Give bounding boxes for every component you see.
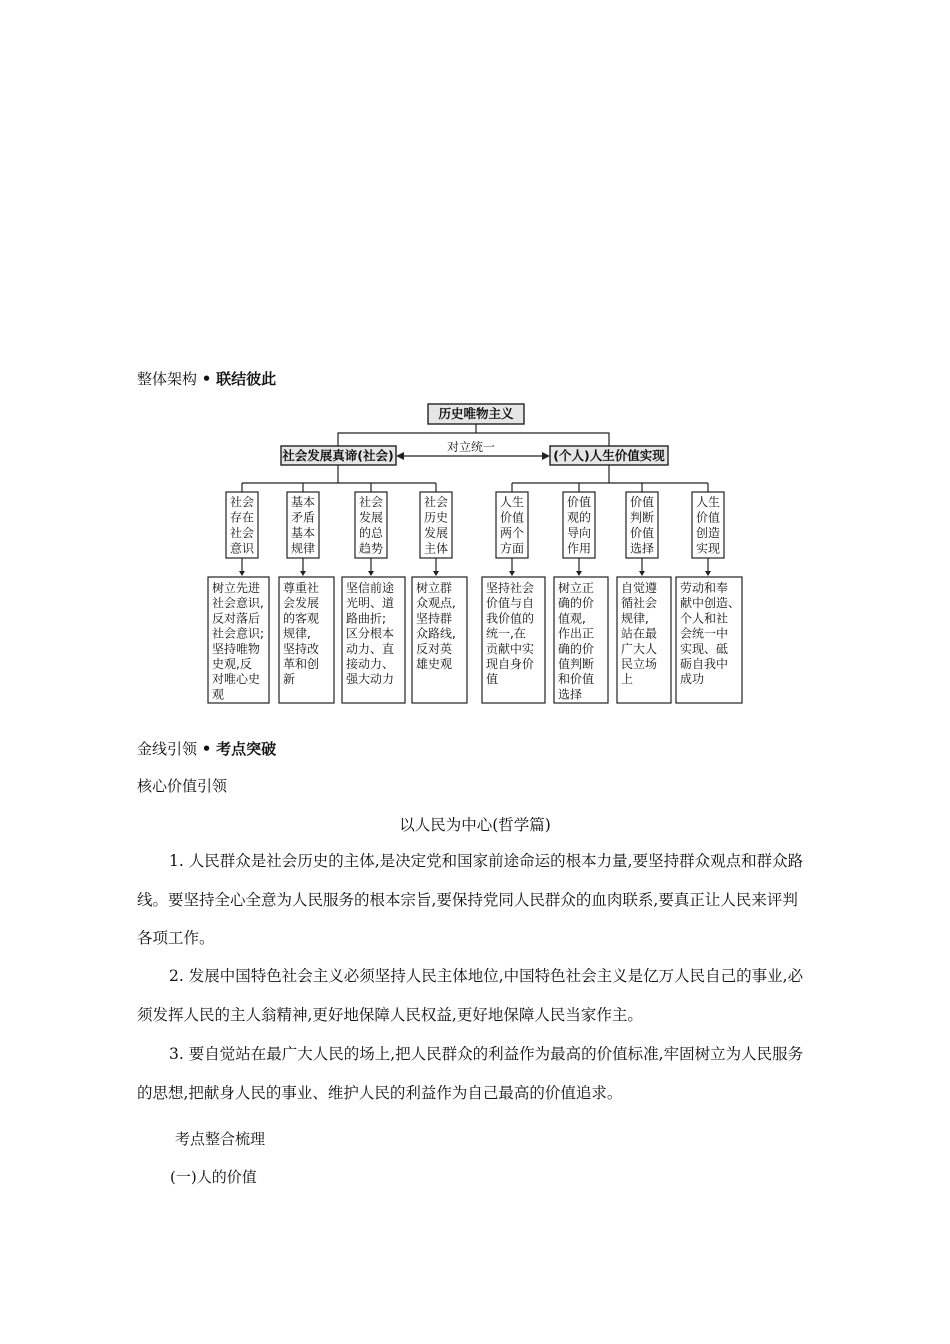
relation-arrow-head-right [542,452,550,460]
column-body-text: 坚持改 [283,641,320,656]
column-head-text: 价值 [629,526,655,540]
column-body-text: 献中创造、 [680,596,741,611]
column-body-text: 社会意识; [212,626,265,641]
column-head-text: 矛盾 [290,510,316,525]
column-body-text: 作出正 [558,626,595,641]
column-head-text: 发展 [423,526,449,540]
column-head-text: 社会 [229,495,255,509]
column-body-text: 会发展 [283,596,320,611]
column-body-text: 树立群 [416,581,453,595]
column-head-text: 社会 [229,526,255,540]
column-body-text: 循社会 [621,596,658,611]
body-connector-arrow [509,571,515,576]
column-body-text: 对唯心史 [212,672,261,687]
column-body-text: 众路线, [416,626,456,641]
column-body-text: 统一,在 [486,626,526,641]
section-heading-prefix: 金线引领 [137,740,198,758]
section-heading-breakthrough [137,739,276,759]
column-body-text: 革和创 [283,657,320,671]
body-connector-arrow [433,571,439,576]
column-head-text: 价值 [499,510,525,525]
body-connector-arrow [368,571,374,576]
column-head-text: 价值 [566,495,592,509]
column-body-text: 接动力、 [346,657,395,671]
column-head-text: 的总 [358,526,384,540]
column-body-text: 值 [486,672,499,687]
column-body-text: 规律, [621,611,649,626]
column-body-text: 观 [212,687,225,702]
column-body-text: 动力、直 [346,641,395,656]
column-body-text: 广大人 [621,641,658,656]
column-head-text: 作用 [566,541,592,556]
column-head-text: 两个 [499,526,525,540]
column-body-text: 区分根本 [346,626,395,641]
section-heading-dot: • [201,740,212,758]
column-head-text: 存在 [229,510,255,525]
column-body-text: 雄史观 [416,657,453,671]
column-head-text: 价值 [695,510,721,525]
subheading-core-value: 核心价值引领 [137,777,228,795]
column-body-text: 坚持唯物 [212,641,261,656]
column-body-text: 民立场 [621,657,658,671]
column-body-text: 光明、道 [346,596,395,611]
right-bus [512,465,708,483]
column-body-text: 劳动和奉 [680,581,729,595]
root-label: 历史唯物主义 [438,406,514,421]
column-head-text: 实现 [695,541,721,556]
column-head-text: 选择 [629,541,655,556]
column-head-text: 主体 [423,541,449,556]
body-connector-arrow [239,571,245,576]
column-body-text: 站在最 [621,626,658,641]
column-body-text: 选择 [558,687,583,702]
column-body-text: 强大动力 [346,672,395,687]
column-body-text: 反对英 [416,641,453,656]
column-body-text: 史观,反 [212,657,252,671]
body-connector-arrow [639,571,645,576]
column-head-text: 意识 [229,541,255,556]
column-body-text: 坚信前途 [346,581,395,595]
relation-arrow-head-left [396,452,404,460]
left-branch-label: 社会发展真谛(社会) [282,448,394,463]
column-body-text: 贡献中实 [486,641,535,656]
heading-human-value: (一)人的价值 [170,1168,257,1186]
column-body-text: 值观, [558,611,586,626]
column-head-text: 基本 [290,495,316,509]
left-bus [242,465,436,483]
column-body-text: 新 [283,672,296,687]
column-head-text: 方面 [499,541,525,556]
column-head-text: 趋势 [358,541,384,556]
column-body-text: 社会意识, [212,596,264,611]
column-body-text: 树立先进 [212,581,261,595]
column-body-text: 上 [621,672,634,687]
article-title: 以人民为中心(哲学篇) [399,816,551,834]
column-body-text: 坚持群 [416,611,453,626]
section-heading-bold: 联结彼此 [216,370,277,388]
relation-label: 对立统一 [446,440,496,454]
column-head-text: 历史 [423,510,449,525]
section-heading-dot: • [201,370,212,388]
heading-point-sort: 考点整合梳理 [175,1130,266,1148]
column-head-text: 判断 [629,510,655,525]
column-body-text: 个人和社 [680,611,729,626]
column-head-text: 发展 [358,510,384,525]
column-head-text: 创造 [695,526,721,540]
column-body-text: 和价值 [558,672,595,687]
column-head-text: 价值 [629,495,655,509]
column-body-text: 成功 [680,672,705,687]
column-body-text: 我价值的 [486,611,535,626]
column-head-text: 人生 [695,495,721,509]
column-body-text: 坚持社会 [486,581,535,595]
column-body-text: 尊重社 [283,581,320,595]
column-body-text: 实现、砥 [680,641,729,656]
body-connector-arrow [705,571,711,576]
column-body-text: 确的价 [558,641,595,656]
column-head-text: 基本 [290,526,316,540]
paragraph-3: 3. 要自觉站在最广大人民的场上,把人民群众的利益作为最高的价值标准,牢固树立为人民服务的思想,把献身人民的事业、维护人民的利益作为自己最高的价值追求。 [137,1045,804,1102]
column-body-text: 砺自我中 [680,657,729,671]
paragraph-2: 2. 发展中国特色社会主义必须坚持人民主体地位,中国特色社会主义是亿万人民自己的事业,必须发挥人民的主人翁精神,更好地保障人民权益,更好地保障人民当家作主。 [137,967,804,1024]
column-body-text: 反对落后 [212,611,261,626]
column-head-text: 人生 [499,495,525,509]
column-head-text: 社会 [423,495,449,509]
column-body-text: 众观点, [416,596,456,611]
column-head-text: 导向 [566,526,592,540]
column-body-text: 会统一中 [680,626,729,641]
section-heading-prefix: 整体架构 [137,370,198,388]
column-body-text: 现自身价 [486,657,535,671]
column-body-text: 树立正 [558,581,595,595]
body-connector-arrow [576,571,582,576]
column-body-text: 价值与自 [486,596,535,611]
column-body-text: 规律, [283,626,311,641]
body-connector-arrow [300,571,306,576]
column-head-text: 社会 [358,495,384,509]
column-body-text: 路曲折; [346,611,387,626]
section-heading-bold: 考点突破 [216,740,277,758]
column-body-text: 自觉遵 [621,581,658,595]
paragraph-1: 1. 人民群众是社会历史的主体,是决定党和国家前途命运的根本力量,要坚持群众观点和群众路线。要坚持全心全意为人民服务的根本宗旨,要保持党同人民群众的血肉联系,要真正让人民来评判各项工作。 [137,852,804,947]
right-branch-label: (个人)人生价值实现 [553,448,665,463]
column-body-text: 的客观 [283,611,320,626]
column-head-text: 规律 [290,541,316,556]
column-body-text: 确的价 [558,596,595,611]
column-body-text: 值判断 [558,657,595,671]
column-head-text: 观的 [566,510,592,525]
